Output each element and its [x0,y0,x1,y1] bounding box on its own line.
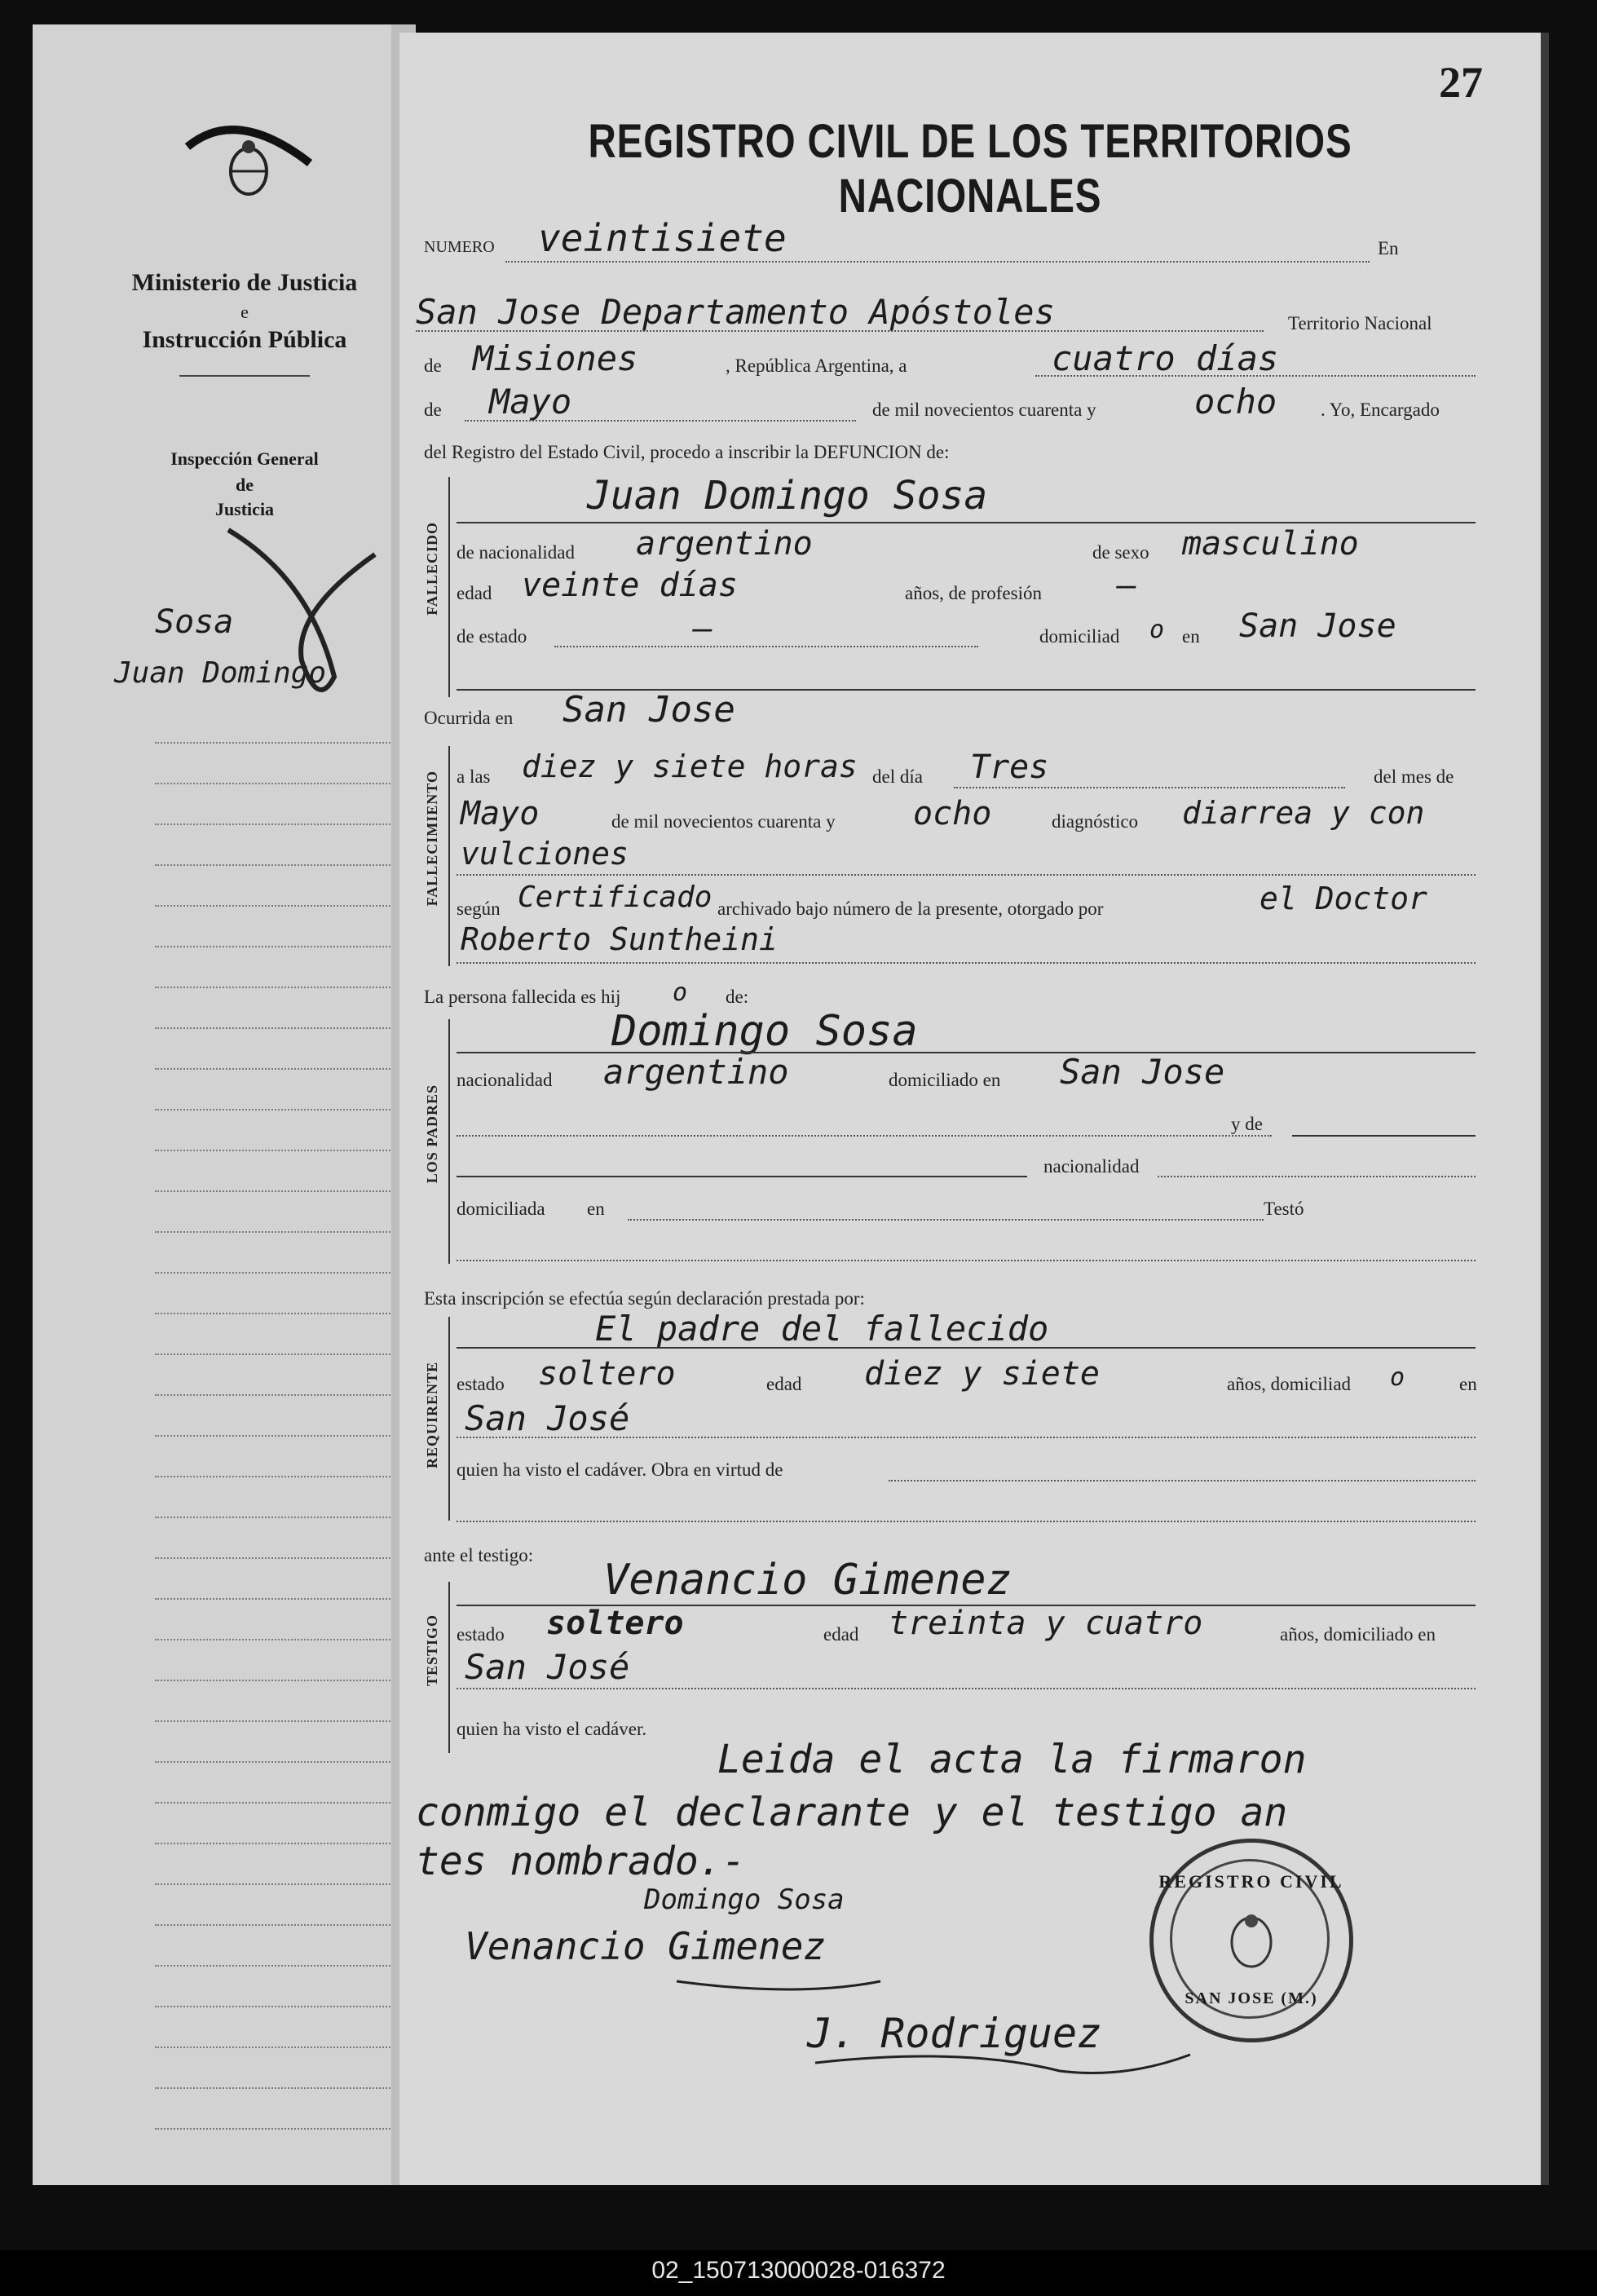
requirente-bottom-line [457,1521,1476,1522]
inspection-line1: Inspección General [170,448,319,469]
testigo-intro-label: ante el testigo: [424,1545,534,1565]
stub-ruled-line [155,2128,416,2130]
mil-label: de mil novecientos cuarenta y [872,400,1096,420]
anio-label: de mil novecientos cuarenta y [611,811,836,832]
stub-ruled-line [155,1068,416,1070]
stub-page [33,24,408,2185]
madre-en-label: en [587,1199,605,1219]
numero-value: veintisiete [538,216,787,260]
padre-domiciliado-value: San Jose [1060,1052,1225,1092]
certificate-page [399,33,1549,2185]
fallecido-edad-value: veinte días [522,567,738,604]
requirente-cadaver-label: quien ha visto el cadáver. Obra en virtud de [457,1459,783,1480]
testigo-bracket [448,1582,450,1753]
place-value: San Jose Departamento Apóstoles [416,292,1055,332]
stub-ruled-line [155,1353,416,1355]
requirente-label: REQUIRENTE [424,1362,440,1469]
ministry-line2: e [240,302,249,322]
en-label: En [1378,238,1399,258]
stamp-text-bottom: SAN JOSE (M.) [1185,1989,1318,2007]
stub-ruled-line [155,1272,416,1274]
requirente-edad-label: edad [766,1374,802,1394]
inspection-line3: Justicia [214,499,275,519]
archivado-label: archivado bajo número de la presente, otorgado por [717,899,1104,919]
fallecido-sexo-label: de sexo [1092,542,1149,563]
page-number: 27 [1439,58,1483,107]
fallecido-domiciliado-label: domiciliad [1039,626,1120,647]
republica-label: , República Argentina, a [726,355,907,376]
fallecido-domicilio-value: San Jose [1239,607,1396,645]
requirente-domicilio-value: San José [465,1398,630,1438]
numero-label: NUMERO [424,238,495,256]
padres-bracket [448,1019,450,1264]
madre-domicilio-line [628,1219,1264,1221]
stub-ruled-line [155,2006,416,2007]
padres-bottom-line [457,1260,1476,1261]
stub-ruled-line [155,783,416,784]
padre-domiciliado-label: domiciliado en [889,1070,1001,1090]
requirente-edad-value: diez y siete [864,1355,1100,1393]
testigo-domicilio-value: San José [465,1647,630,1687]
closing-line2: conmigo el declarante y el testigo an [416,1790,1288,1835]
diagnostico-line [457,874,1476,876]
day-line [1035,375,1476,377]
stub-ruled-line [155,1231,416,1233]
stub-ruled-line [155,1313,416,1314]
madre-line [457,1135,1272,1137]
page-title: REGISTRO CIVIL DE LOS TERRITORIOS NACIONALES [588,115,1352,223]
stub-ruled-line [155,2087,416,2089]
stub-ruled-line [155,1965,416,1967]
requirente-estado-value: soltero [538,1355,676,1393]
stub-ruled-line [155,1517,416,1518]
stub-ruled-line [155,742,416,744]
certificado-value: Certificado [518,881,712,914]
stub-ruled-line [155,1802,416,1804]
stub-pen-stroke [212,465,416,709]
stub-ruled-line [155,864,416,866]
requirente-en-label: en [1459,1374,1477,1394]
madre-nacionalidad-line [1158,1176,1476,1177]
padres-intro-suffix: o [673,978,688,1007]
otorgado-value: el Doctor [1260,881,1427,916]
dia-value: Tres [970,748,1049,786]
hora-value: diez y siete horas [522,748,858,784]
ministry-line1: Ministerio de Justicia [131,269,358,296]
madre-domiciliada-label: domiciliada [457,1199,545,1219]
testigo-name: Venancio Gimenez [603,1556,1012,1605]
fallecido-nacionalidad-label: de nacionalidad [457,542,575,563]
stub-ruled-line [155,946,416,947]
requirente-name-line [457,1347,1476,1349]
stub-ruled-line [155,1150,416,1151]
diagnostico-cont: vulciones [461,836,629,872]
fallecimiento-label: FALLECIMIENTO [424,770,440,907]
fallecido-estado-line [554,646,978,647]
testigo-cadaver-label: quien ha visto el cadáver. [457,1719,647,1739]
y-de-line [1292,1135,1476,1137]
requirente-name: El padre del fallecido [595,1309,1049,1349]
stub-surname: Sosa [155,603,234,641]
stub-ruled-line [155,1720,416,1722]
testo-label: Testó [1264,1199,1304,1219]
coat-of-arms-icon [171,114,318,204]
requirente-estado-label: estado [457,1374,505,1394]
fallecido-en-label: en [1182,626,1200,647]
stub-ruled-line [155,1027,416,1029]
requirente-intro-label: Esta inscripción se efectúa según declaración prestada por: [424,1288,865,1309]
fallecido-sexo-value: masculino [1182,525,1359,563]
padre-nacionalidad-value: argentino [603,1052,789,1092]
testigo-edad-label: edad [823,1624,859,1645]
madre-name-line [457,1176,1027,1177]
stub-ruled-line [155,1109,416,1110]
requirente-anios-label: años, domiciliad [1227,1374,1352,1394]
fallecido-label: FALLECIDO [424,522,440,616]
ocurrida-value: San Jose [562,689,735,731]
fallecido-nacionalidad-value: argentino [636,525,813,563]
stub-ruled-line [155,1761,416,1763]
stub-ruled-line [155,1598,416,1600]
diagnostico-label: diagnóstico [1052,811,1139,832]
dia-label: del día [872,766,923,787]
padres-intro-end: de: [726,987,749,1007]
testigo-edad-value: treinta y cuatro [889,1605,1203,1642]
stub-ruled-line [155,1883,416,1885]
territory-de-label: de [424,355,442,376]
stub-ruled-line [155,1190,416,1192]
fallecido-name-line [457,522,1476,523]
image-filename: 02_150713000028-016372 [651,2257,946,2284]
madre-nacionalidad-label: nacionalidad [1043,1156,1140,1177]
month-value: Mayo [489,382,572,422]
hora-label: a las [457,766,491,787]
stub-ruled-line [155,823,416,825]
testigo-estado-label: estado [457,1624,505,1645]
requirente-domiciliado-suffix: o [1390,1363,1405,1392]
stub-ruled-line [155,1476,416,1477]
testigo-anios-label: años, domiciliado en [1280,1624,1436,1645]
fallecido-estado-value: — [693,610,713,647]
inspection-line2: de [236,475,254,495]
stub-given-names: Juan Domingo [114,656,327,690]
fallecimiento-bracket [448,746,450,966]
fallecido-bracket [448,477,450,697]
yo-label: . Yo, Encargado [1321,400,1440,420]
fallecido-profesion-value: — [1117,567,1137,604]
stamp-text-top: REGISTRO CIVIL [1158,1871,1344,1892]
territorio-label: Territorio Nacional [1288,313,1432,333]
mes-label: del mes de [1374,766,1454,787]
fallecido-name: Juan Domingo Sosa [587,473,988,519]
closing-line1: Leida el acta la firmaron [717,1737,1307,1782]
stub-ruled-line [155,1557,416,1559]
numero-line [505,261,1370,263]
diagnostico-value: diarrea y con [1182,795,1425,831]
stub-ruled-line [155,1924,416,1926]
stamp-emblem-icon [1223,1908,1280,1973]
day-value: cuatro días [1052,338,1279,378]
anio-value: ocho [913,795,992,832]
year-value: ocho [1194,382,1277,422]
y-de-label: y de [1231,1114,1263,1134]
stub-ruled-line [155,1435,416,1437]
stub-ruled-line [155,1843,416,1844]
fallecido-domiciliado-suffix: o [1149,616,1165,644]
registro-label: del Registro del Estado Civil, procedo a inscribir la DEFUNCION de: [424,442,950,462]
month-line [465,420,856,422]
requirente-domicilio-line [457,1437,1476,1438]
stub-ruled-line [155,1394,416,1396]
testigo-domicilio-line [457,1688,1476,1689]
padre-name: Domingo Sosa [611,1007,918,1056]
stub-ruled-line [155,1680,416,1681]
padres-intro-label: La persona fallecida es hij [424,987,621,1007]
stub-ruled-line [155,905,416,907]
signature-encargado: J. Rodriguez [807,2010,1102,2057]
testigo-label: TESTIGO [424,1614,440,1687]
padre-nacionalidad-label: nacionalidad [457,1070,553,1090]
doctor-value: Roberto Suntheini [461,921,778,957]
month-de-label: de [424,400,442,420]
mes-value: Mayo [461,795,540,832]
testigo-estado-value: soltero [546,1605,684,1642]
fallecido-edad-label: edad [457,583,492,603]
dia-line [954,787,1345,788]
ministry-line3: Instrucción Pública [142,326,347,353]
ocurrida-label: Ocurrida en [424,708,514,728]
doctor-line [457,962,1476,964]
stub-divider [179,375,310,377]
padres-label: LOS PADRES [424,1084,440,1184]
signature-declarante: Domingo Sosa [644,1883,845,1916]
stub-ruled-line [155,1639,416,1640]
segun-label: según [457,899,501,919]
place-line [416,330,1264,332]
requirente-bracket [448,1317,450,1521]
stub-ruled-line [155,2047,416,2048]
closing-line3: tes nombrado.- [416,1839,746,1884]
requirente-obra-line [889,1480,1476,1481]
fallecido-estado-label: de estado [457,626,527,647]
fallecido-profesion-label: años, de profesión [905,583,1042,603]
stub-ruled-line [155,987,416,988]
registry-stamp [1149,1839,1353,2042]
signature-testigo: Venancio Gimenez [465,1924,827,1968]
territory-value: Misiones [473,338,638,378]
